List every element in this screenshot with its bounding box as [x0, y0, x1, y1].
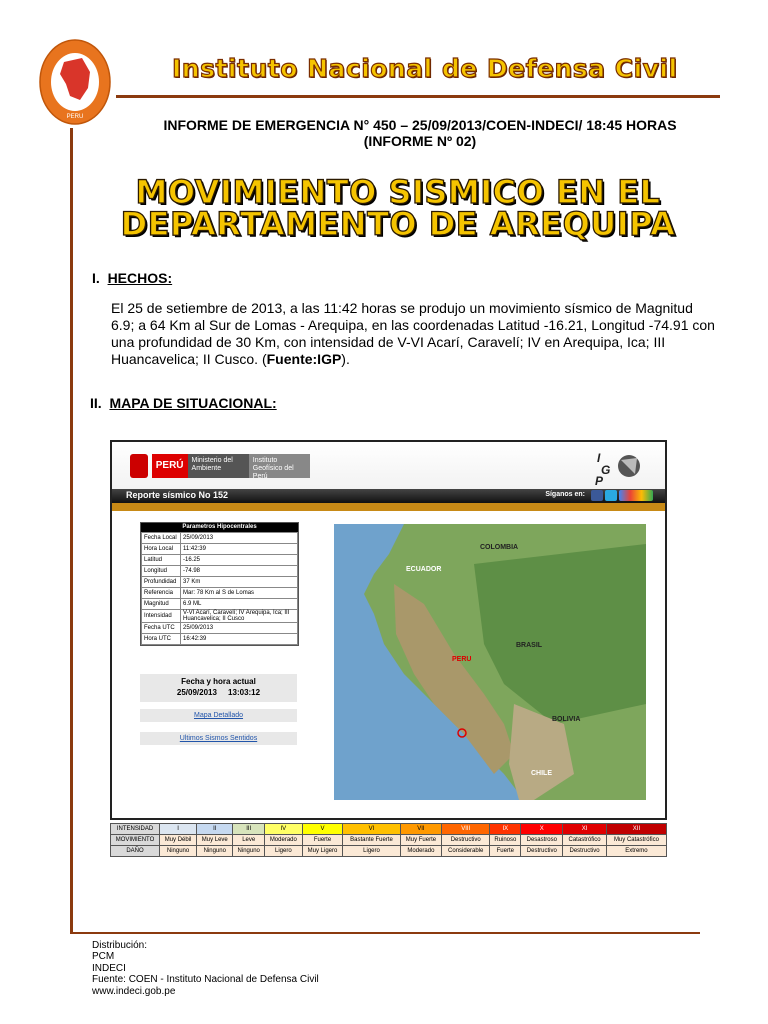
param-row — [142, 533, 298, 544]
intensity-cell: X — [521, 824, 563, 835]
intensity-cell: Leve — [233, 835, 265, 846]
intensity-cell: Muy Catastrófico — [606, 835, 666, 846]
intensity-cell: Destructivo — [442, 835, 490, 846]
param-value: 37 Km — [181, 577, 298, 588]
logo-country: PERU — [66, 114, 84, 120]
intensity-row-label: INTENSIDAD — [111, 824, 160, 835]
igp-header — [112, 442, 665, 490]
param-value: Mar: 78 Km al S de Lomas — [181, 588, 298, 599]
intensity-cell: Ninguno — [160, 846, 197, 857]
param-row — [142, 544, 298, 555]
map-label-brasil: BRASIL — [516, 642, 543, 649]
svg-text:G: G — [601, 463, 611, 477]
intensity-cell: Muy Fuerte — [400, 835, 442, 846]
intensity-cell: Catastrófico — [563, 835, 607, 846]
intensity-cell: I — [160, 824, 197, 835]
intensity-cell: Destructivo — [563, 846, 607, 857]
param-value: -16.25 — [181, 555, 298, 566]
param-key: Hora UTC — [142, 634, 181, 645]
distribution-line: Fuente: COEN - Instituto Nacional de Defensa Civil — [92, 974, 319, 986]
intensity-cell: Destructivo — [521, 846, 563, 857]
footer-divider — [70, 932, 700, 934]
intensity-cell: VII — [400, 824, 442, 835]
intensity-row-label: DAÑO — [111, 846, 160, 857]
param-row — [142, 634, 298, 645]
peru-label: PERÚ — [152, 454, 188, 478]
param-key: Magnitud — [142, 599, 181, 610]
current-datetime-label: Fecha y hora actual — [181, 677, 256, 686]
param-value: -74.98 — [181, 566, 298, 577]
param-key: Referencia — [142, 588, 181, 599]
param-row — [142, 610, 298, 623]
param-row — [142, 555, 298, 566]
epicenter-map — [334, 524, 646, 800]
paragraph-text: El 25 de setiembre de 2013, a las 11:42 horas se produjo un movimiento sísmico de Magnitud 6.9; a 64 Km al Sur de Lomas - Arequipa, en las coordenadas Latitud -16.21, Longitud -74.91 con una profundidad de 30 Km, con intensidad de V-VI Acarí, Caravelí; IV en Arequipa, Ica; III Huancavelica; II Cusco. ( — [111, 300, 715, 367]
section-title: HECHOS: — [107, 270, 173, 286]
intensity-cell: Ruinoso — [490, 835, 521, 846]
svg-text:I: I — [597, 451, 601, 465]
intensity-row — [111, 835, 667, 846]
detailed-map-link[interactable]: Mapa Detallado — [140, 709, 297, 722]
param-key: Fecha UTC — [142, 623, 181, 634]
param-row — [142, 623, 298, 634]
map-label-ecuador: ECUADOR — [406, 566, 442, 573]
param-value: 25/09/2013 — [181, 623, 298, 634]
param-key: Latitud — [142, 555, 181, 566]
hypocentral-params-table — [140, 522, 299, 646]
intensity-cell: Muy Ligero — [302, 846, 343, 857]
google-icon[interactable] — [619, 490, 653, 501]
map-label-colombia: COLOMBIA — [480, 544, 519, 551]
params-header: Parametros Hipocentrales — [141, 523, 298, 532]
report-title-bar — [112, 489, 665, 503]
hechos-paragraph — [111, 300, 716, 368]
intensity-row — [111, 846, 667, 857]
follow-us-label: Síganos en: — [545, 491, 585, 498]
report-title: Reporte sísmico No 152 — [126, 490, 229, 500]
intensity-cell: II — [197, 824, 233, 835]
intensity-cell: Considerable — [442, 846, 490, 857]
ministerio-label: Ministerio del Ambiente — [188, 454, 249, 478]
distribution-line: PCM — [92, 951, 115, 963]
intensity-row-label: MOVIMIENTO — [111, 835, 160, 846]
facebook-icon[interactable] — [591, 490, 603, 501]
map-label-bolivia: BOLIVIA — [552, 716, 581, 723]
param-key: Intensidad — [142, 610, 181, 623]
accent-strip — [112, 503, 665, 511]
intensity-cell: Bastante Fuerte — [343, 835, 400, 846]
report-heading — [120, 117, 720, 149]
param-key: Hora Local — [142, 544, 181, 555]
param-key: Profundidad — [142, 577, 181, 588]
intensity-cell: Ligero — [343, 846, 400, 857]
param-row — [142, 599, 298, 610]
distribution-line: INDECI — [92, 962, 126, 974]
section-title: MAPA DE SITUACIONAL: — [109, 395, 277, 411]
org-title: Instituto Nacional de Defensa Civil — [172, 54, 678, 83]
intensity-cell: Fuerte — [490, 846, 521, 857]
intensity-cell: V — [302, 824, 343, 835]
event-title-line2: DEPARTAMENTO DE AREQUIPA — [120, 205, 676, 243]
left-margin-rule — [70, 128, 73, 933]
paragraph-end: ). — [341, 351, 350, 367]
peru-shield-icon — [130, 454, 148, 478]
map-label-peru: PERU — [452, 656, 472, 663]
current-datetime-box — [140, 674, 297, 702]
intensity-cell: Moderado — [265, 835, 303, 846]
report-subnumber: (INFORME Nº 02) — [363, 133, 477, 149]
intensity-cell: VIII — [442, 824, 490, 835]
param-row — [142, 566, 298, 577]
param-value: 11:42:39 — [181, 544, 298, 555]
intensity-cell: III — [233, 824, 265, 835]
param-value: 6.9 ML — [181, 599, 298, 610]
intensity-cell: Fuerte — [302, 835, 343, 846]
param-value: 16:42:39 — [181, 634, 298, 645]
map-label-chile: CHILE — [531, 770, 552, 777]
intensity-cell: Muy Débil — [160, 835, 197, 846]
intensity-cell: XI — [563, 824, 607, 835]
intensity-cell: Ninguno — [233, 846, 265, 857]
report-number: INFORME DE EMERGENCIA N° 450 – 25/09/2013/COEN-INDECI/ 18:45 HORAS — [163, 117, 677, 133]
params-rows — [141, 532, 298, 645]
intensity-cell: Extremo — [606, 846, 666, 857]
current-datetime-value: 25/09/2013 13:03:12 — [176, 688, 261, 697]
param-value: 25/09/2013 — [181, 533, 298, 544]
igp-logo-icon — [591, 448, 647, 486]
section-mapa-heading — [90, 395, 277, 411]
distribution-line: www.indeci.gob.pe — [92, 985, 176, 997]
section-number: I. — [92, 270, 100, 286]
event-title-line1: MOVIMIENTO SISMICO EN EL — [135, 173, 661, 211]
intensity-cell: VI — [343, 824, 400, 835]
peru-gov-banner — [130, 454, 310, 478]
param-row — [142, 577, 298, 588]
param-row — [142, 588, 298, 599]
intensity-cell: Desastroso — [521, 835, 563, 846]
paragraph-source: Fuente:IGP — [266, 351, 342, 367]
section-hechos-heading — [92, 270, 172, 286]
svg-text:P: P — [595, 474, 604, 486]
distribution-block — [92, 940, 319, 997]
param-key: Longitud — [142, 566, 181, 577]
section-number: II. — [90, 395, 102, 411]
intensity-cell: XII — [606, 824, 666, 835]
intensity-cell: Moderado — [400, 846, 442, 857]
header-divider — [116, 95, 720, 98]
intensity-cell: Ninguno — [197, 846, 233, 857]
intensity-cell: IV — [265, 824, 303, 835]
param-value: V-VI Acarí, Caravelí; IV Arequipa, Ica; III Huancavelica; II Cusco — [181, 610, 298, 623]
intensity-row — [111, 824, 667, 835]
igp-report-screenshot — [110, 440, 667, 820]
indeci-logo — [38, 38, 112, 126]
event-title — [118, 173, 678, 243]
twitter-icon[interactable] — [605, 490, 617, 501]
distribution-label: Distribución: — [92, 940, 148, 951]
intensity-scale-table — [110, 823, 667, 857]
recent-quakes-link[interactable]: Ultimos Sismos Sentidos — [140, 732, 297, 745]
intensity-cell: Ligero — [265, 846, 303, 857]
intensity-cell: IX — [490, 824, 521, 835]
instituto-label: Instituto Geofísico del Perú — [249, 454, 310, 478]
param-key: Fecha Local — [142, 533, 181, 544]
intensity-cell: Muy Leve — [197, 835, 233, 846]
